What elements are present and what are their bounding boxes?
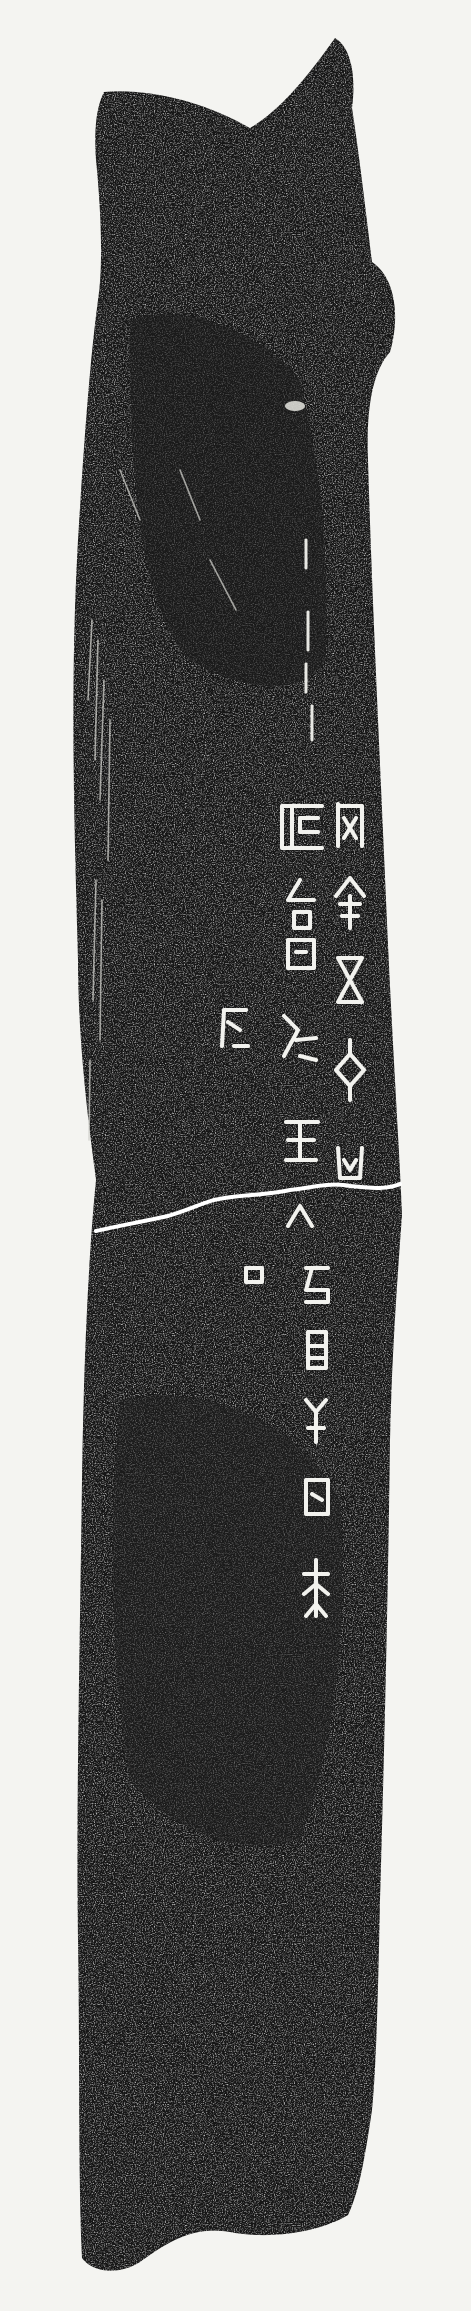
bone-shading <box>113 1395 343 1846</box>
bone-spot <box>285 401 305 411</box>
